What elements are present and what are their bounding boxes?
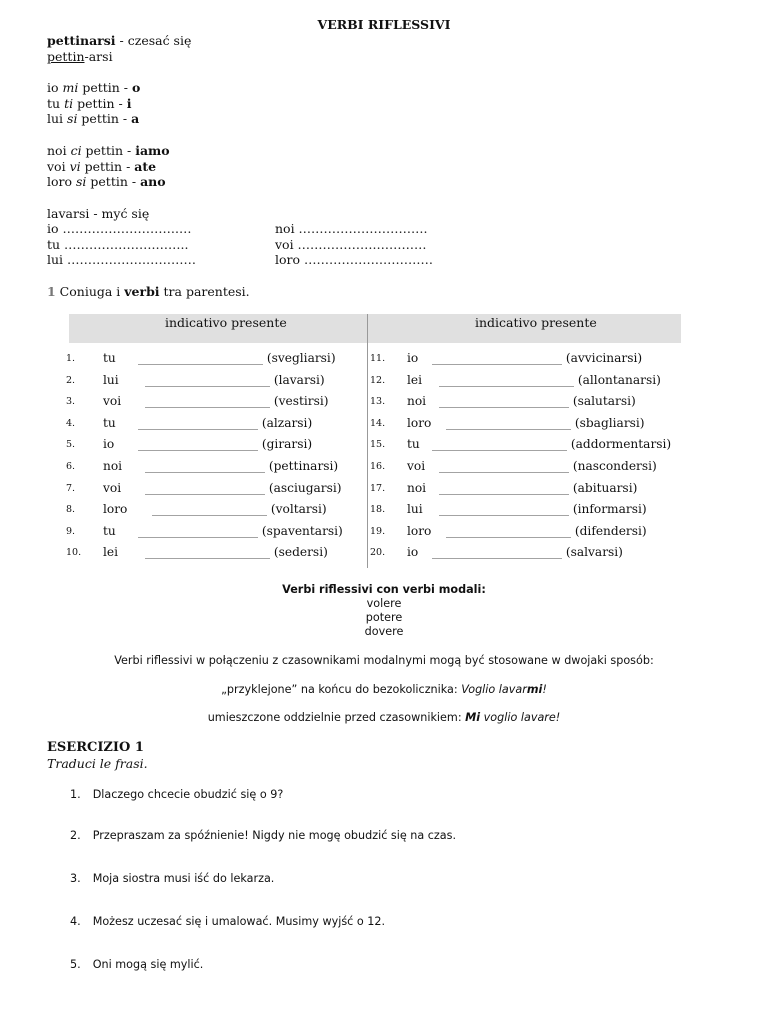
verb-hint: (vestirsi) bbox=[273, 394, 329, 409]
row-pronoun: loro bbox=[103, 502, 128, 517]
verb-hint: (salutarsi) bbox=[572, 394, 636, 409]
exercise-instruction: 1 Coniuga i verbi tra parentesi. bbox=[47, 284, 250, 299]
table-row bbox=[370, 524, 670, 542]
conj-row: loro si pettin - ano bbox=[47, 174, 166, 190]
table-row bbox=[370, 394, 670, 412]
row-number: 17. bbox=[370, 482, 386, 494]
lavarsi-header: lavarsi - myć się bbox=[47, 206, 150, 221]
answer-blank[interactable]: __________________________ bbox=[439, 505, 569, 517]
row-pronoun: tu bbox=[103, 351, 116, 365]
answer-blank-row bbox=[418, 373, 661, 387]
row-pronoun: loro bbox=[407, 523, 432, 538]
answer-blank[interactable]: _________________________ bbox=[145, 375, 270, 387]
answer-blank-row bbox=[418, 459, 657, 473]
verb-hint: (sbagliarsi) bbox=[574, 415, 645, 430]
row-pronoun: tu bbox=[407, 437, 420, 452]
esercizio-subtitle: Traduci le frasi. bbox=[47, 756, 148, 771]
table-row bbox=[370, 459, 670, 477]
verb-hint: (sedersi) bbox=[273, 545, 328, 560]
verb-hint: (nascondersi) bbox=[572, 459, 657, 473]
row-number: 5. bbox=[66, 439, 76, 451]
answer-blank-row bbox=[418, 502, 647, 516]
translation-item: 3. Moja siostra musi iść do lekarza. bbox=[70, 872, 275, 885]
table-header-right: indicativo presente bbox=[475, 315, 597, 330]
answer-blank-row bbox=[124, 351, 336, 365]
answer-blank[interactable]: _________________________ bbox=[446, 526, 571, 538]
modali-title: Verbi riflessivi con verbi modali: bbox=[282, 583, 486, 596]
table-row bbox=[370, 545, 670, 563]
table-row bbox=[66, 373, 366, 391]
row-number: 7. bbox=[66, 482, 76, 494]
answer-blank[interactable]: ________________________ bbox=[138, 440, 258, 452]
answer-blank-row bbox=[418, 394, 636, 408]
answer-blank-row bbox=[124, 502, 327, 516]
pettinarsi-stem: pettin-arsi bbox=[47, 49, 113, 64]
verb-hint: (asciugarsi) bbox=[268, 480, 342, 495]
row-pronoun: noi bbox=[407, 394, 427, 409]
table-header-left: indicativo presente bbox=[165, 315, 287, 330]
lavarsi-right-col bbox=[275, 221, 433, 268]
fill-line: noi …………………………. bbox=[275, 221, 428, 236]
conj-row: voi vi pettin - ate bbox=[47, 158, 157, 174]
page-title: VERBI RIFLESSIVI bbox=[317, 17, 451, 32]
verb-hint: (girarsi) bbox=[261, 437, 313, 452]
row-pronoun: loro bbox=[407, 415, 432, 430]
table-row bbox=[370, 502, 670, 520]
answer-blank[interactable]: _________________________ bbox=[446, 418, 571, 430]
verb-hint: (allontanarsi) bbox=[577, 372, 661, 387]
modali-rule-2: umieszczone oddzielnie przed czasownikiem: Mi voglio lavare! bbox=[207, 711, 561, 724]
lavarsi-left-col bbox=[47, 221, 196, 268]
answer-blank-row bbox=[124, 416, 312, 430]
table-row bbox=[370, 437, 670, 455]
table-row bbox=[66, 437, 366, 455]
row-number: 10. bbox=[66, 547, 82, 559]
verb-hint: (lavarsi) bbox=[273, 372, 325, 387]
conj-row: lui si pettin - a bbox=[47, 111, 140, 127]
row-number: 16. bbox=[370, 461, 386, 472]
verb-hint: (addormentarsi) bbox=[570, 437, 672, 452]
verb-hint: (svegliarsi) bbox=[266, 351, 336, 365]
conj-row: tu ti pettin - i bbox=[47, 95, 132, 111]
fill-line: voi ……………….………… bbox=[275, 236, 427, 252]
answer-blank[interactable]: _________________________ bbox=[145, 397, 270, 409]
answer-blank-row bbox=[124, 481, 342, 495]
row-pronoun: voi bbox=[103, 394, 122, 409]
table-row bbox=[370, 351, 670, 369]
row-pronoun: io bbox=[103, 437, 115, 452]
row-number: 2. bbox=[66, 374, 76, 386]
row-number: 12. bbox=[370, 374, 386, 386]
answer-blank[interactable]: __________________________ bbox=[432, 354, 562, 365]
answer-blank-row bbox=[418, 351, 642, 365]
answer-blank-row bbox=[418, 481, 637, 495]
table-divider bbox=[367, 314, 368, 568]
verb-hint: (informarsi) bbox=[572, 502, 647, 517]
answer-blank-row bbox=[124, 524, 343, 538]
modal-verb: dovere bbox=[364, 625, 404, 638]
row-pronoun: noi bbox=[407, 480, 427, 495]
plural-conjugation bbox=[47, 143, 170, 190]
translation-item: 2. Przepraszam za spóźnienie! Nigdy nie mogę obudzić się na czas. bbox=[70, 829, 457, 842]
row-pronoun: lui bbox=[103, 372, 119, 387]
answer-blank[interactable]: _________________________ bbox=[138, 354, 263, 365]
table-row bbox=[370, 481, 670, 499]
verb-hint: (avvicinarsi) bbox=[565, 351, 643, 365]
answer-blank-row bbox=[124, 373, 325, 387]
row-number: 8. bbox=[66, 504, 76, 516]
row-pronoun: io bbox=[407, 351, 419, 365]
table-row bbox=[66, 545, 366, 563]
fill-line: lui ……………….………… bbox=[47, 252, 196, 268]
modali-intro: Verbi riflessivi w połączeniu z czasownikami modalnymi mogą być stosowane w dwojaki sposób: bbox=[114, 654, 654, 667]
singular-conjugation bbox=[47, 80, 140, 127]
conj-row: noi ci pettin - iamo bbox=[47, 143, 170, 158]
pettinarsi-header: pettinarsi - czesać się bbox=[47, 33, 192, 48]
row-number: 19. bbox=[370, 525, 386, 537]
modal-verb: potere bbox=[365, 611, 403, 624]
translation-item: 1. Dlaczego chcecie obudzić się o 9? bbox=[70, 788, 284, 801]
answer-blank-row bbox=[418, 437, 671, 451]
row-pronoun: voi bbox=[407, 459, 426, 473]
verb-hint: (difendersi) bbox=[574, 523, 647, 538]
table-row bbox=[66, 351, 366, 369]
row-number: 13. bbox=[370, 396, 386, 408]
answer-blank[interactable]: __________________________ bbox=[439, 397, 569, 409]
answer-blank-row bbox=[124, 437, 312, 451]
answer-blank[interactable]: ________________________ bbox=[145, 483, 265, 495]
row-number: 20. bbox=[370, 547, 386, 559]
verb-hint: (alzarsi) bbox=[261, 415, 313, 430]
row-number: 3. bbox=[66, 396, 76, 408]
answer-blank[interactable]: _______________________ bbox=[152, 505, 267, 517]
row-number: 18. bbox=[370, 504, 386, 516]
table-row bbox=[370, 373, 670, 391]
answer-blank-row bbox=[124, 394, 329, 408]
row-number: 9. bbox=[66, 525, 76, 537]
row-pronoun: tu bbox=[103, 523, 116, 538]
answer-blank-row bbox=[124, 459, 338, 473]
row-number: 15. bbox=[370, 439, 386, 451]
row-number: 11. bbox=[370, 353, 386, 364]
table-row bbox=[66, 394, 366, 412]
verb-hint: (pettinarsi) bbox=[268, 459, 339, 473]
table-row bbox=[66, 502, 366, 520]
conj-row: io mi pettin - o bbox=[47, 80, 141, 95]
answer-blank-row bbox=[124, 545, 328, 559]
fill-line: tu ………………….…….. bbox=[47, 236, 189, 252]
fill-line: io ……………………….… bbox=[47, 221, 192, 236]
translation-item: 5. Oni mogą się mylić. bbox=[70, 958, 204, 971]
answer-blank[interactable]: ________________________ bbox=[138, 418, 258, 430]
verb-hint: (abituarsi) bbox=[572, 480, 638, 495]
table-header bbox=[69, 314, 681, 343]
answer-blank[interactable]: ___________________________ bbox=[432, 440, 567, 452]
answer-blank-row bbox=[418, 524, 647, 538]
modali-rule-1: „przyklejone” na końcu do bezokolicznika: Voglio lavarmi! bbox=[221, 683, 547, 696]
row-pronoun: io bbox=[407, 545, 419, 560]
answer-blank[interactable]: _________________________ bbox=[145, 548, 270, 560]
row-pronoun: voi bbox=[103, 480, 122, 495]
row-pronoun: lei bbox=[407, 372, 423, 387]
row-pronoun: noi bbox=[103, 459, 123, 473]
answer-blank[interactable]: __________________________ bbox=[439, 483, 569, 495]
row-number: 4. bbox=[66, 417, 76, 429]
fill-line: loro ……………….………… bbox=[275, 252, 433, 268]
table-row bbox=[66, 524, 366, 542]
table-row bbox=[66, 416, 366, 434]
row-pronoun: tu bbox=[103, 415, 116, 430]
row-pronoun: lei bbox=[103, 545, 119, 560]
translation-item: 4. Możesz uczesać się i umalować. Musimy wyjść o 12. bbox=[70, 915, 386, 928]
answer-blank[interactable]: __________________________ bbox=[432, 548, 562, 560]
row-number: 14. bbox=[370, 417, 386, 429]
answer-blank[interactable]: ___________________________ bbox=[439, 375, 574, 387]
table-row bbox=[66, 459, 366, 477]
table-row bbox=[66, 481, 366, 499]
answer-blank[interactable]: __________________________ bbox=[439, 462, 569, 473]
row-number: 1. bbox=[66, 353, 76, 364]
answer-blank[interactable]: ________________________ bbox=[138, 526, 258, 538]
answer-blank-row bbox=[418, 545, 623, 559]
table-row bbox=[370, 416, 670, 434]
row-pronoun: lui bbox=[407, 502, 423, 517]
esercizio-title: ESERCIZIO 1 bbox=[47, 740, 144, 755]
modal-verb: volere bbox=[366, 597, 402, 610]
row-number: 6. bbox=[66, 461, 76, 472]
verb-hint: (voltarsi) bbox=[270, 502, 327, 517]
verb-hint: (spaventarsi) bbox=[261, 523, 343, 538]
answer-blank-row bbox=[418, 416, 645, 430]
verb-hint: (salvarsi) bbox=[565, 545, 623, 560]
answer-blank[interactable]: ________________________ bbox=[145, 462, 265, 473]
